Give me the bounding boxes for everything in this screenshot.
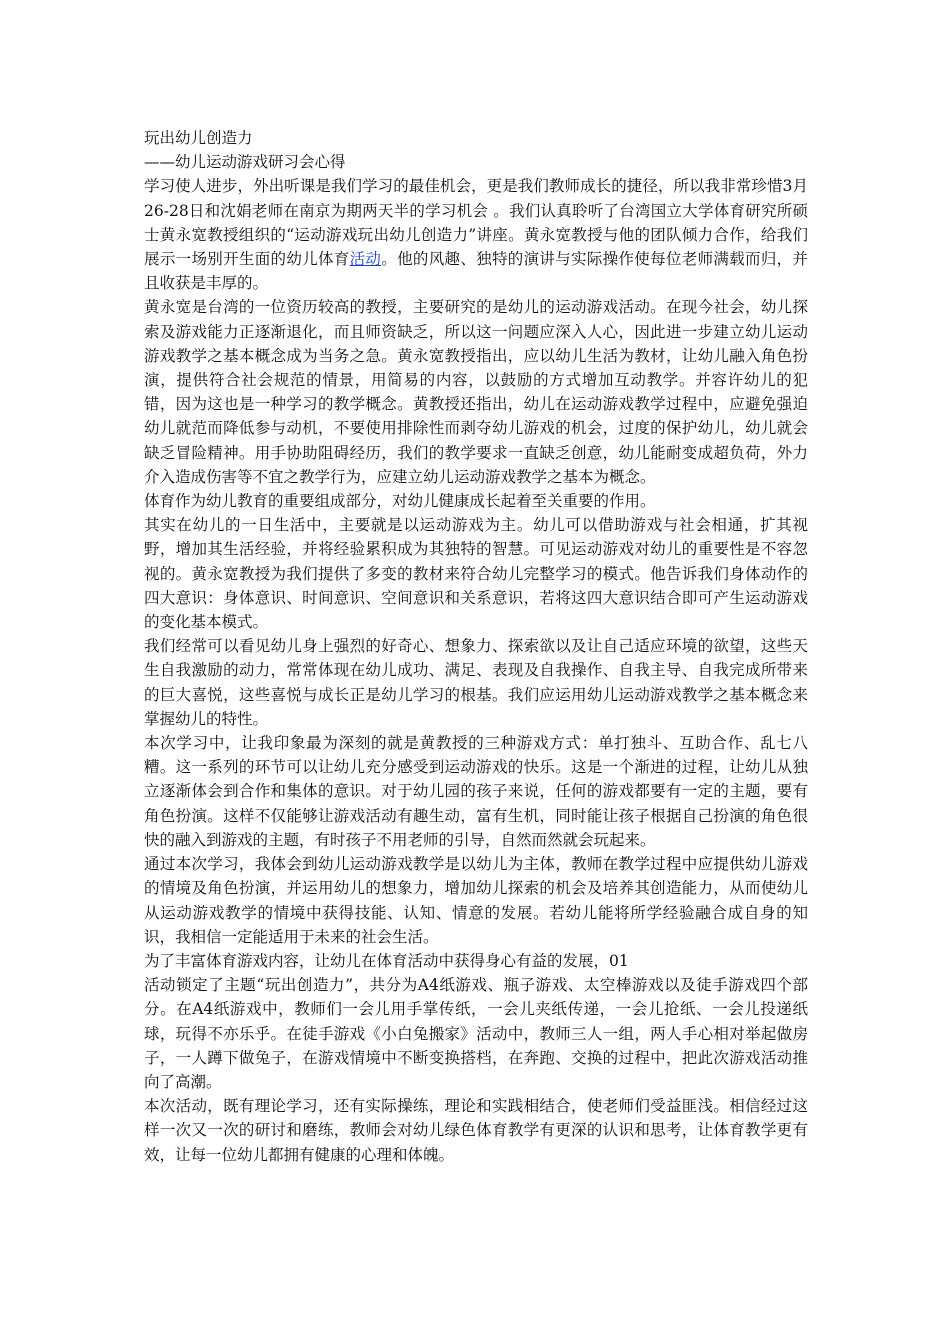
paragraph-10: 本次活动，既有理论学习，还有实际操练，理论和实践相结合，使老师们受益匪浅。相信经过这样一次又一次的研讨和磨练，教师会对幼儿绿色体育教学有更深的认识和思考，让体育教学更有效，让每一位幼儿都拥有健康的心理和体魄。 xyxy=(144,1097,808,1164)
paragraph-3: 体育作为幼儿教育的重要组成部分，对幼儿健康成长起着至关重要的作用。 xyxy=(144,492,656,511)
paragraph-4: 其实在幼儿的一日生活中，主要就是以运动游戏为主。幼儿可以借助游戏与社会相通，扩其视野，增加其生活经验，并将经验累积成为其独特的智慧。可见运动游戏对幼儿的重要性是不容忽视的。黄永宽教授为我们提供了多变的教材来符合幼儿完整学习的模式。他告诉我们身体动作的四大意识：身体意识、时间意识、空间意识和关系意识，若将这四大意识结合即可产生运动游戏的变化基本模式。 xyxy=(144,516,808,632)
document-body xyxy=(144,126,808,1167)
paragraph-5: 我们经常可以看见幼儿身上强烈的好奇心、想象力、探索欲以及让自己适应环境的欲望，这些天生自我激励的动力，常常体现在幼儿成功、满足、表现及自我操作、自我主导、自我完成所带来的巨大喜悦，这些喜悦与成长正是幼儿学习的根基。我们应运用幼儿运动游戏教学之基本概念来掌握幼儿的特性。 xyxy=(144,637,808,728)
activity-link[interactable]: 活动 xyxy=(349,250,382,269)
paragraph-1 xyxy=(144,174,808,295)
document-subtitle: ——幼儿运动游戏研习会心得 xyxy=(144,153,346,172)
paragraph-1-text-a: 学习使人进步，外出听课是我们学习的最佳机会，更是我们教师成长的捷径，所以我非常珍惜3月26-28日和沈娟老师在南京为期两天半的学习机会 。我们认真聆听了台湾国立大学体育研究所硕士黄永宽教授组织的“运动游戏玩出幼儿创造力”讲座。黄永宽教授与他的团队倾力合作，给我们展示一场别开生面的幼儿体育 xyxy=(144,177,808,269)
paragraph-2: 黄永宽是台湾的一位资历较高的教授，主要研究的是幼儿的运动游戏活动。在现今社会，幼儿探索及游戏能力正逐渐退化，而且师资缺乏，所以这一问题应深入人心，因此进一步建立幼儿运动游戏教学之基本概念成为当务之急。黄永宽教授指出，应以幼儿生活为教材，让幼儿融入角色扮演，提供符合社会规范的情景，用简易的内容，以鼓励的方式增加互动教学。并容许幼儿的犯错，因为这也是一种学习的教学概念。黄教授还指出，幼儿在运动游戏教学过程中，应避免强迫幼儿就范而降低参与动机，不要使用排除性而剥夺幼儿游戏的机会，过度的保护幼儿，幼儿就会缺乏冒险精神。用手协助阻碍经历，我们的教学要求一直缺乏创意，幼儿能耐变成超负荷，外力介入造成伤害等不宜之教学行为，应建立幼儿运动游戏教学之基本为概念。 xyxy=(144,298,808,486)
paragraph-6: 本次学习中，让我印象最为深刻的就是黄教授的三种游戏方式：单打独斗、互助合作、乱七八糟。这一系列的环节可以让幼儿充分感受到运动游戏的快乐。这是一个渐进的过程，让幼儿从独立逐渐体会到合作和集体的意识。对于幼儿园的孩子来说，任何的游戏都要有一定的主题，要有角色扮演。这样不仅能够让游戏活动有趣生动，富有生机，同时能让孩子根据自己扮演的角色很快的融入到游戏的主题，有时孩子不用老师的引导，自然而然就会玩起来。 xyxy=(144,734,808,849)
document-title: 玩出幼儿创造力 xyxy=(144,129,253,147)
paragraph-9: 活动锁定了主题“玩出创造力”，共分为A4纸游戏、瓶子游戏、太空棒游戏以及徒手游戏四个部分。在A4纸游戏中，教师们一会儿用手掌传纸，一会儿夹纸传递，一会儿抢纸、一会儿投递纸球，玩得不亦乐乎。在徒手游戏《小白兔搬家》活动中，教师三人一组，两人手心相对举起做房子，一人蹲下做兔子，在游戏情境中不断变换搭档，在奔跑、交换的过程中，把此次游戏活动推向了高潮。 xyxy=(144,976,808,1091)
paragraph-7: 通过本次学习，我体会到幼儿运动游戏教学是以幼儿为主体，教师在教学过程中应提供幼儿游戏的情境及角色扮演，并运用幼儿的想象力，增加幼儿探索的机会及培养其创造能力，从而使幼儿从运动游戏教学的情境中获得技能、认知、情意的发展。若幼儿能将所学经验融合成自身的知识，我相信一定能适用于未来的社会生活。 xyxy=(144,855,808,946)
paragraph-1-text-b: 。他的风趣、独特的演讲与实际操作使每位老师满载而归，并且收获是丰厚的。 xyxy=(144,250,808,293)
paragraph-8: 为了丰富体育游戏内容，让幼儿在体育活动中获得身心有益的发展，01 xyxy=(144,951,629,970)
